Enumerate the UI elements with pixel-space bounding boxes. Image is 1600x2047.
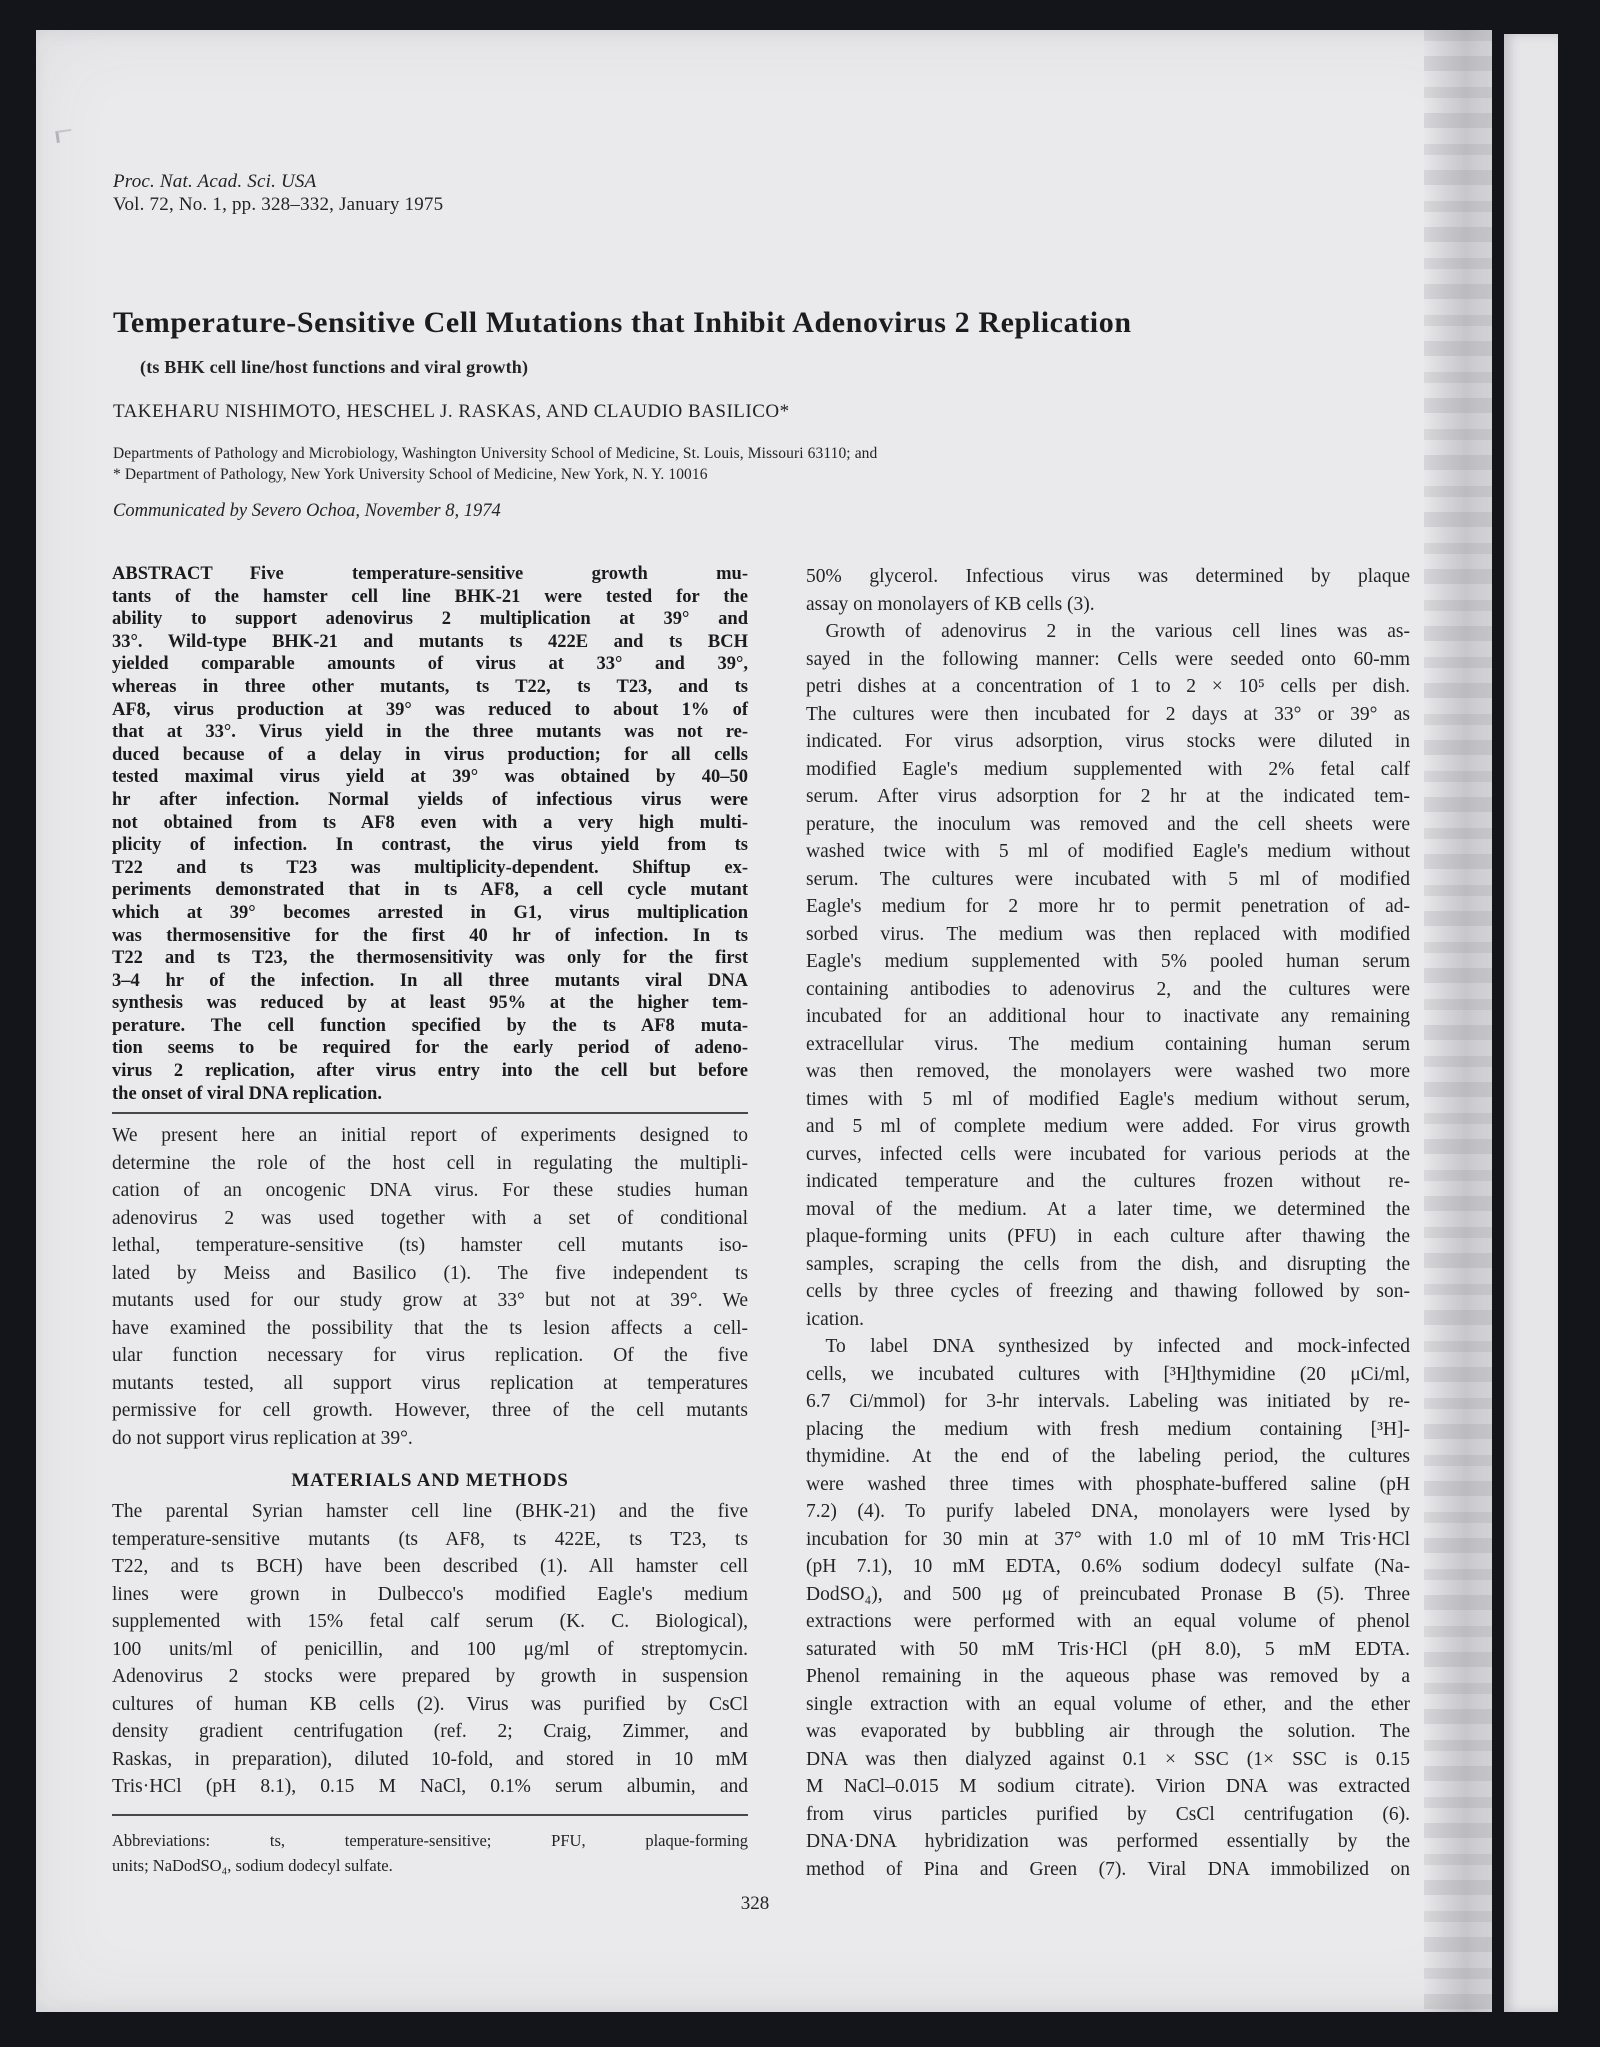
text-line: tants of the hamster cell line BHK-21 were tested for the [112,586,748,607]
text-line: samples, scraping the cells from the dish, and disrupting the [806,1253,1410,1275]
text-line: plaque-forming units (PFU) in each culture after thawing the [806,1226,1410,1247]
communicated-line: Communicated by Severo Ochoa, November 8, 1974 [113,501,501,521]
text-line: adenovirus 2 was used together with a set of conditional [112,1207,748,1229]
text-line: T22 and ts T23, the thermosensitivity was only for the first [112,948,748,969]
text-line: Abbreviations: ts, temperature-sensitive; PFU, plaque-forming [112,1831,748,1850]
paper-subtitle: (ts BHK cell line/host functions and viral growth) [140,357,529,377]
text-line: temperature-sensitive mutants (ts AF8, ts 422E, ts T23, ts [112,1528,748,1550]
text-line: 50% glycerol. Infectious virus was determined by plaque [806,566,1410,587]
text-line: which at 39° becomes arrested in G1, virus multiplication [112,902,748,923]
text-line: The parental Syrian hamster cell line (BHK-21) and the five [112,1501,748,1522]
text-line: incubated for an additional hour to inactivate any remaining [806,1006,1410,1027]
text-line: was then removed, the monolayers were washed two more [806,1061,1410,1082]
text-line: tested maximal virus yield at 39° was obtained by 40–50 [112,767,748,788]
text-line: 6.7 Ci/mmol) for 3-hr intervals. Labeling was initiated by re- [806,1391,1410,1412]
scan-streak [1424,30,1492,2012]
text-line: extracellular virus. The medium containing human serum [806,1033,1410,1055]
text-line: and 5 ml of complete medium were added. For virus growth [806,1116,1410,1137]
text-line: extractions were performed with an equal volume of phenol [806,1611,1410,1632]
right-column-paragraph-1 [806,563,1410,618]
text-line: was thermosensitive for the first 40 hr of infection. In ts [112,925,748,946]
text-line: 7.2) (4). To purify labeled DNA, monolayers were lysed by [806,1501,1410,1522]
text-line: perature. The cell function specified by the ts AF8 muta- [112,1015,748,1036]
text-line: cells, we incubated cultures with [³H]thymidine (20 μCi/ml, [806,1363,1410,1385]
text-line: ular function necessary for virus replication. Of the five [112,1345,748,1366]
text-line: thymidine. At the end of the labeling period, the cultures [806,1446,1410,1467]
volume-line: Vol. 72, No. 1, pp. 328–332, January 1975 [113,194,444,215]
page-number: 328 [740,1893,770,1914]
text-line: The cultures were then incubated for 2 days at 33° or 39° as [806,703,1410,725]
text-line: Raskas, in preparation), diluted 10-fold, and stored in 10 mM [112,1748,748,1770]
text-line: We present here an initial report of experiments designed to [112,1125,748,1146]
methods-paragraph [112,1498,748,1801]
authors-line: TAKEHARU NISHIMOTO, HESCHEL J. RASKAS, AND CLAUDIO BASILICO* [113,401,790,422]
text-line: was evaporated by bubbling air through the solution. The [806,1721,1410,1742]
affiliation-line-2: * Department of Pathology, New York University School of Medicine, New York, N. Y. 10016 [113,466,708,483]
text-line: units; NaDodSO₄, sodium dodecyl sulfate. [112,1856,393,1875]
text-line: To label DNA synthesized by infected and mock-infected [806,1336,1410,1357]
affiliation-line-1: Departments of Pathology and Microbiology, Washington University School of Medicine, St. Louis, Missouri 63110; and [113,445,878,462]
text-line: plicity of infection. In contrast, the virus yield from ts [112,835,748,856]
footnote-divider [112,1814,748,1816]
text-line: 100 units/ml of penicillin, and 100 μg/ml of streptomycin. [112,1638,748,1660]
text-line: DodSO₄), and 500 μg of preincubated Pronase B (5). Three [806,1583,1410,1605]
text-line: 33°. Wild-type BHK-21 and mutants ts 422E and ts BCH [112,631,748,652]
text-line: times with 5 ml of modified Eagle's medium without serum, [806,1088,1410,1110]
text-line: 3–4 hr of the infection. In all three mutants viral DNA [112,970,748,991]
text-line: cultures of human KB cells (2). Virus was purified by CsCl [112,1693,748,1715]
text-line: ABSTRACT Five temperature-sensitive growth mu- [112,564,748,584]
text-line: modified Eagle's medium supplemented with 2% fetal calf [806,758,1410,780]
paper-title: Temperature-Sensitive Cell Mutations that Inhibit Adenovirus 2 Replication [113,306,1132,339]
text-line: Eagle's medium supplemented with 5% pooled human serum [806,951,1410,972]
text-line: virus 2 replication, after virus entry into the cell but before [112,1061,748,1082]
text-line: placing the medium with fresh medium containing [³H]- [806,1418,1410,1440]
text-line: containing antibodies to adenovirus 2, and the cultures were [806,978,1410,1000]
text-line: yielded comparable amounts of virus at 33° and 39°, [112,654,748,675]
text-line: sayed in the following manner: Cells were seeded onto 60-mm [806,648,1410,670]
materials-methods-heading: MATERIALS AND METHODS [291,1470,569,1491]
text-line: incubation for 30 min at 37° with 1.0 ml of 10 mM Tris·HCl [806,1528,1410,1550]
text-line: indicated temperature and the cultures frozen without re- [806,1171,1410,1192]
text-line: cation of an oncogenic DNA virus. For these studies human [112,1180,748,1201]
text-line: T22, and ts BCH) have been described (1). All hamster cell [112,1556,748,1577]
right-column-paragraph-2 [806,618,1410,1333]
text-line: permissive for cell growth. However, three of the cell mutants [112,1400,748,1421]
text-line: (pH 7.1), 10 mM EDTA, 0.6% sodium dodecyl sulfate (Na- [806,1556,1410,1577]
text-line: Phenol remaining in the aqueous phase was removed by a [806,1666,1410,1687]
text-line: DNA was then dialyzed against 0.1 × SSC (1× SSC is 0.15 [806,1748,1410,1770]
text-line: Growth of adenovirus 2 in the various cell lines was as- [806,621,1410,642]
text-line: AF8, virus production at 39° was reduced to about 1% of [112,699,748,720]
adjacent-page-edge [1504,34,1558,2012]
text-line: duced because of a delay in virus production; for all cells [112,744,748,765]
text-line: single extraction with an equal volume of ether, and the ether [806,1693,1410,1715]
right-column [806,563,1410,1883]
text-line: moval of the medium. At a later time, we determined the [806,1198,1410,1220]
text-line: whereas in three other mutants, ts T22, ts T23, and ts [112,676,748,697]
text-line: lines were grown in Dulbecco's modified Eagle's medium [112,1583,748,1605]
scan-artifact [55,129,73,143]
text-line: mutants used for our study grow at 33° but not at 39°. We [112,1290,748,1311]
intro-paragraph [112,1122,748,1452]
text-line: perature, the inoculum was removed and the cell sheets were [806,813,1410,835]
text-line: tion seems to be required for the early period of adeno- [112,1038,748,1059]
text-line: serum. The cultures were incubated with 5 ml of modified [806,868,1410,890]
text-line: do not support virus replication at 39°. [112,1427,413,1449]
abstract-paragraph [112,563,748,1105]
text-line: T22 and ts T23 was multiplicity-dependent. Shiftup ex- [112,857,748,878]
text-line: determine the role of the host cell in regulating the multipli- [112,1152,748,1174]
text-line: Adenovirus 2 stocks were prepared by growth in suspension [112,1666,748,1687]
text-line: supplemented with 15% fetal calf serum (K. C. Biological), [112,1611,748,1632]
text-line: density gradient centrifugation (ref. 2; Craig, Zimmer, and [112,1721,748,1742]
text-line: sorbed virus. The medium was then replaced with modified [806,923,1410,945]
text-line: mutants tested, all support virus replication at temperatures [112,1372,748,1394]
abstract-divider [112,1112,748,1114]
text-line: hr after infection. Normal yields of infectious virus were [112,789,748,810]
page-sheet [36,30,1492,2012]
text-line: lethal, temperature-sensitive (ts) hamster cell mutants iso- [112,1235,748,1256]
text-line: method of Pina and Green (7). Viral DNA immobilized on [806,1858,1410,1880]
text-line: have examined the possibility that the ts lesion affects a cell- [112,1317,748,1339]
text-line: serum. After virus adsorption for 2 hr at the indicated tem- [806,786,1410,807]
text-line: not obtained from ts AF8 even with a very high multi- [112,812,748,833]
text-line: Tris·HCl (pH 8.1), 0.15 M NaCl, 0.1% serum albumin, and [112,1776,748,1797]
text-line: assay on monolayers of KB cells (3). [806,593,1095,615]
text-line: washed twice with 5 ml of modified Eagle's medium without [806,841,1410,862]
text-line: curves, infected cells were incubated for various periods at the [806,1143,1410,1165]
text-line: that at 33°. Virus yield in the three mutants was not re- [112,722,748,743]
text-line: Eagle's medium for 2 more hr to permit penetration of ad- [806,896,1410,917]
text-line: ability to support adenovirus 2 multiplication at 39° and [112,609,748,630]
text-line: cells by three cycles of freezing and thawing followed by son- [806,1281,1410,1302]
text-line: DNA·DNA hybridization was performed essentially by the [806,1831,1410,1852]
journal-name: Proc. Nat. Acad. Sci. USA [113,171,317,192]
text-line: synthesis was reduced by at least 95% at the higher tem- [112,993,748,1014]
text-line: M NaCl–0.015 M sodium citrate). Virion DNA was extracted [806,1776,1410,1797]
text-line: periments demonstrated that in ts AF8, a cell cycle mutant [112,880,748,901]
footnote [112,1828,748,1878]
text-line: petri dishes at a concentration of 1 to 2 × 10⁵ cells per dish. [806,676,1410,697]
text-line: were washed three times with phosphate-buffered saline (pH [806,1473,1410,1495]
text-line: the onset of viral DNA replication. [112,1083,382,1104]
text-line: ication. [806,1308,864,1330]
text-line: indicated. For virus adsorption, virus stocks were diluted in [806,731,1410,752]
text-line: lated by Meiss and Basilico (1). The five independent ts [112,1262,748,1284]
text-line: from virus particles purified by CsCl centrifugation (6). [806,1803,1410,1825]
right-column-paragraph-3 [806,1333,1410,1883]
text-line: saturated with 50 mM Tris·HCl (pH 8.0), 5 mM EDTA. [806,1638,1410,1660]
